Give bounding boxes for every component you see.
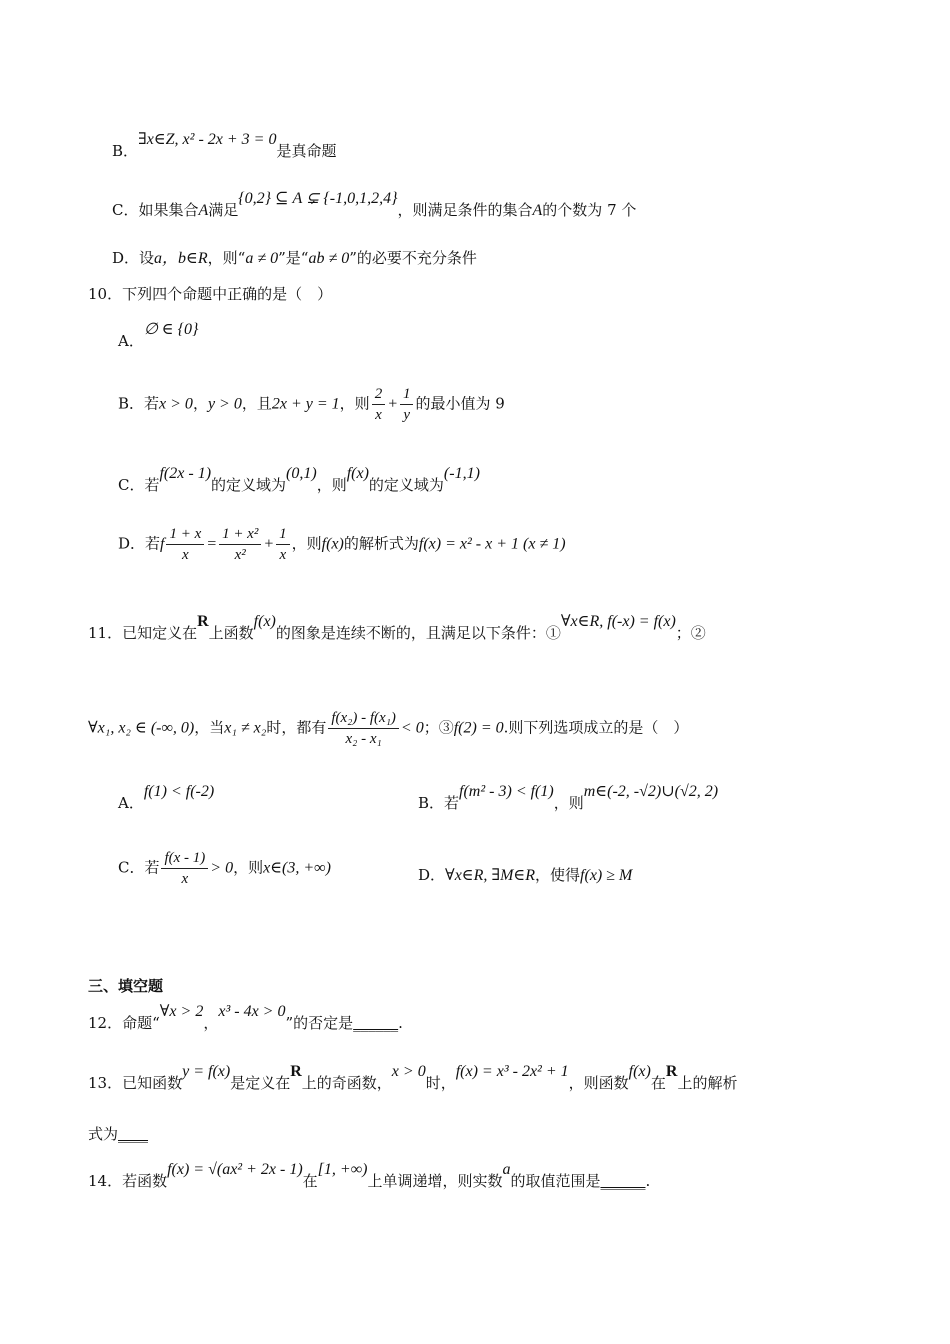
q10-d-fraction-1: $\frac{\text{1 + x²}}{\text{x²}}$: [219, 524, 261, 565]
q9-option-b: B．∃x∈Z, x² - 2x + 3 = 0是真命题: [112, 131, 337, 160]
q13-line-1: 13．已知函数y = f(x)是定义在R上的奇函数，x > 0时，f(x) = x³ - 2x² + 1，则函数f(x)在R上的解析: [88, 1063, 738, 1092]
q10-option-d: D．若f $\frac{1 + x}{x}$ = $\frac{\text{1 + x²}}{\text{x²}}$ + $\frac{1}{x}$ ，则f(x)的解析式为f(x) = x² - x + 1 (x ≠ 1): [118, 526, 566, 563]
q10-d-arg-fraction: $\frac{1 + x}{x}$: [166, 524, 204, 565]
q10-stem: 10．下列四个命题中正确的是（ ）: [88, 285, 333, 303]
q9-option-c: C．如果集合A满足{0,2} ⊆ A ⊊ {-1,0,1,2,4}，则满足条件的集合A的个数为 7 个: [112, 190, 637, 219]
q13-line-2: 式为____: [88, 1125, 149, 1143]
q11-option-c: C．若 $\frac{f(x - 1)}{x}$ > 0，则x∈(3, +∞): [118, 850, 331, 887]
q14: 14．若函数f(x) = √(ax² + 2x - 1)在[1, +∞)上单调递增，则实数a的取值范围是______.: [88, 1161, 651, 1190]
q10-option-b: B．若x > 0，y > 0，且2x + y = 1，则 $\frac{2}{x}$ + $\frac{1}{y}$ 的最小值为 9: [118, 386, 505, 423]
q10-a-math: ∅ ∈ {0}: [143, 321, 199, 338]
q10-option-a: A．∅ ∈ {0}: [118, 321, 199, 350]
section-heading: 三、填空题: [88, 977, 164, 995]
q12: 12．命题“∀x > 2，x³ - 4x > 0”的否定是______.: [88, 1003, 403, 1032]
q11-stem-line-1: 11．已知定义在R上函数f(x)的图象是连续不断的，且满足以下条件：①∀x∈R, f(-x) = f(x)；②: [88, 613, 706, 642]
q11-option-a: A．f(1) < f(-2): [118, 783, 215, 812]
q10-option-c: C．若f(2x - 1)的定义域为(0,1)，则f(x)的定义域为(-1,1): [118, 465, 480, 494]
q11-option-b: B．若f(m² - 3) < f(1)，则m∈(-2, -√2)∪(√2, 2): [418, 783, 719, 812]
q9-c-math: {0,2} ⊆ A ⊊ {-1,0,1,2,4}: [238, 190, 398, 207]
q9-option-d: D．设a，b∈R，则“a ≠ 0”是“ab ≠ 0”的必要不充分条件: [112, 249, 477, 267]
q10-d-fraction-2: $\frac{1}{x}$: [276, 524, 290, 565]
q11-option-d: D．∀x∈R, ∃M∈R，使得f(x) ≥ M: [418, 866, 633, 884]
q9-b-math: ∃x∈Z, x² - 2x + 3 = 0: [138, 131, 277, 148]
q10-b-fraction-2: $\frac{1}{y}$: [400, 384, 414, 425]
q11-c-fraction: $\frac{f(x - 1)}{x}$: [161, 848, 208, 889]
q11-difference-quotient: $\frac{\text{f(x₂) - f(x₁)}}{\text{x₂ - x₁}}$: [328, 708, 399, 749]
q11-stem-line-2: ∀x₁, x₂ ∈ (-∞, 0)，当x₁ ≠ x₂时，都有 $\frac{\text{f(x₂) - f(x₁)}}{\text{x₂ - x₁}}$ < 0；③f(2) = 0.则下列选项成立的是（ ）: [88, 710, 689, 747]
q10-b-fraction-1: $\frac{2}{x}$: [372, 384, 386, 425]
